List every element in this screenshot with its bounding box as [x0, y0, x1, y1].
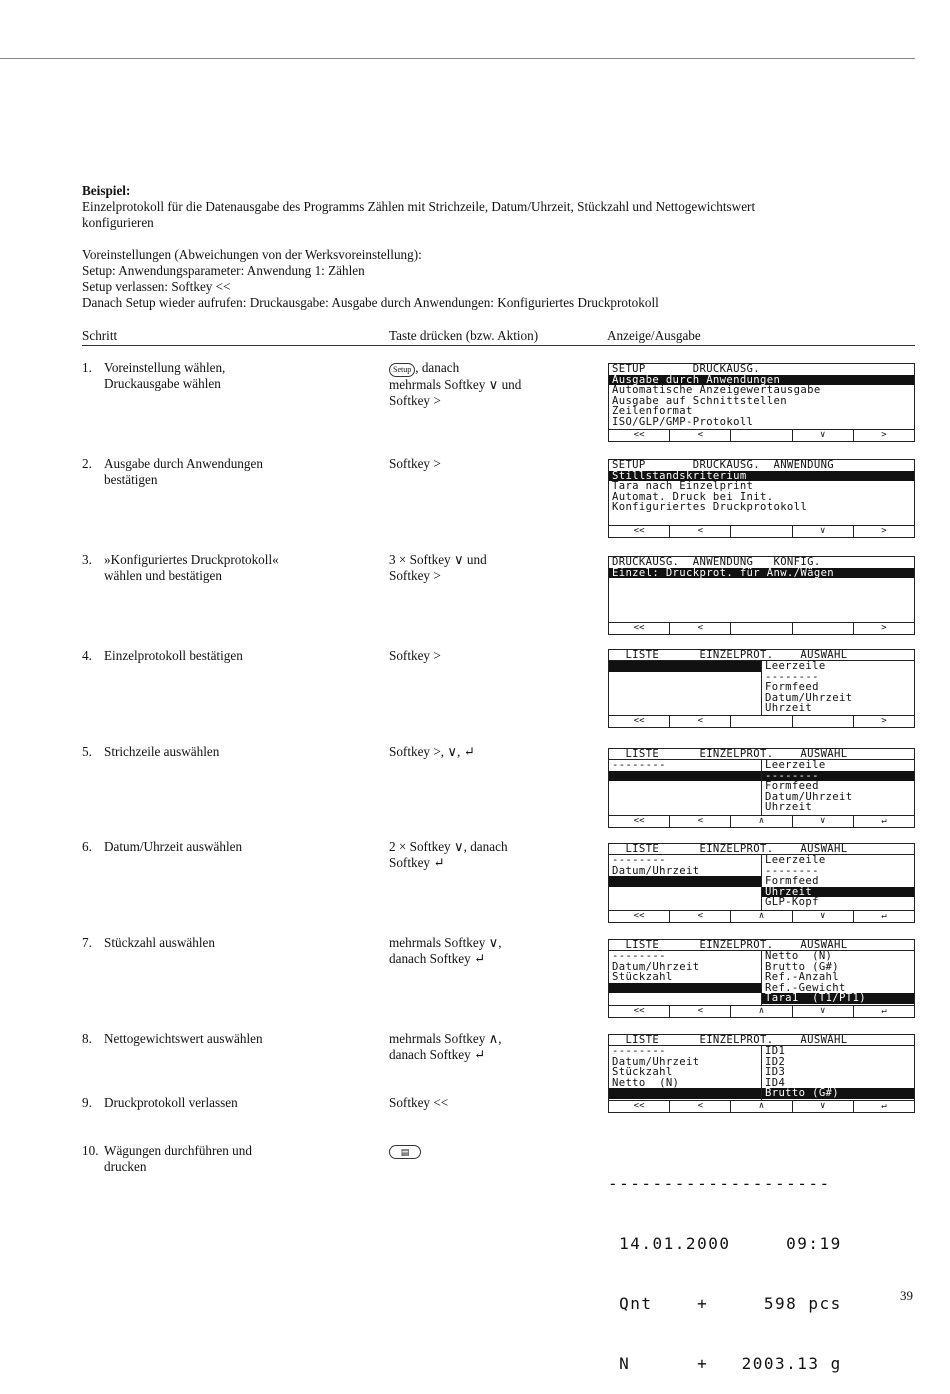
display-header: LISTE EINZELPROT. AUSWAHL	[609, 940, 914, 951]
softkey-bar	[609, 1005, 914, 1017]
display-line: ISO/GLP/GMP-Protokoll	[612, 415, 754, 428]
display-line: Datum/Uhrzeit	[612, 864, 700, 877]
header-step: Schritt	[82, 328, 118, 343]
softkey: <<	[609, 716, 670, 727]
step-key: Softkey >, ∨, ↵	[389, 744, 475, 759]
softkey-bar	[609, 815, 914, 827]
display-line: Leerzeile	[765, 854, 826, 866]
step-description: Ausgabe durch Anwendungen bestätigen	[104, 456, 263, 487]
header-key: Taste drücken (bzw. Aktion)	[389, 328, 539, 343]
step-description: Voreinstellung wählen, Druckausgabe wählen	[104, 360, 226, 391]
step-key: Softkey >	[389, 648, 441, 663]
display-line-selected	[609, 983, 761, 994]
display-4	[608, 649, 915, 728]
softkey: >	[881, 526, 887, 536]
softkey: ↵	[881, 1006, 887, 1016]
step-key: mehrmals Softkey ∧, danach Softkey ↵	[389, 1031, 502, 1062]
printout-line: 14.01.2000 09:19	[608, 1234, 842, 1253]
display-line: --------	[765, 864, 819, 877]
list-pane	[609, 855, 762, 911]
display-line: Netto (N)	[612, 1076, 680, 1089]
intro-heading: Beispiel:	[82, 183, 131, 198]
step-number: 3.	[82, 552, 92, 567]
display-line: Uhrzeit	[765, 702, 813, 715]
softkey	[793, 716, 854, 727]
printout-rule: --------------------	[608, 1174, 831, 1193]
intro-line: Einzelprotokoll für die Datenausgabe des Programms Zählen mit Strichzeile, Datum/Uhrzeit, Stückzahl und Nettogewichtswert	[82, 199, 756, 214]
softkey-bar	[609, 1100, 914, 1112]
display-line-selected: Brutto (G#)	[762, 1088, 914, 1099]
softkey: >	[881, 430, 887, 440]
printout	[608, 1134, 842, 1394]
softkey-bar	[609, 910, 914, 922]
display-line: SETUP DRUCKAUSG.	[612, 363, 761, 375]
display-line: Stückzahl	[612, 1066, 673, 1079]
display-line-selected: --------	[762, 771, 914, 782]
display-line: Ausgabe auf Schnittstellen	[612, 394, 787, 407]
display-line: Datum/Uhrzeit	[612, 960, 700, 973]
step-description: Datum/Uhrzeit auswählen	[104, 839, 243, 854]
top-rule	[0, 58, 915, 59]
intro-line: konfigurieren	[82, 215, 154, 230]
display-header: LISTE EINZELPROT. AUSWAHL	[609, 749, 914, 760]
softkey-bar	[609, 622, 914, 634]
softkey: <<	[609, 526, 670, 537]
softkey: <<	[609, 1006, 670, 1017]
step-number: 7.	[82, 935, 92, 950]
softkey: ∨	[793, 430, 854, 441]
display-header: LISTE EINZELPROT. AUSWAHL	[609, 844, 914, 855]
printout-line: N + 2003.13 g	[608, 1354, 842, 1373]
setup-key-icon: Setup	[389, 363, 415, 377]
list-pane	[609, 661, 762, 716]
display-line: Ref.-Gewicht	[765, 981, 846, 994]
step-key: 3 × Softkey ∨ und Softkey >	[389, 552, 487, 583]
display-line: --------	[612, 950, 666, 962]
display-line: ID3	[765, 1066, 786, 1079]
softkey: <<	[609, 1101, 670, 1112]
display-line: Zeilenformat	[612, 405, 693, 418]
softkey	[731, 623, 792, 634]
choice-pane	[762, 1046, 914, 1101]
step-number: 6.	[82, 839, 92, 854]
step-number: 1.	[82, 360, 92, 375]
display-line: Datum/Uhrzeit	[765, 790, 853, 803]
header-display: Anzeige/Ausgabe	[607, 328, 701, 343]
step-number: 4.	[82, 648, 92, 663]
step-description: »Konfiguriertes Druckprotokoll« wählen und bestätigen	[104, 552, 279, 583]
choice-pane	[762, 661, 914, 716]
softkey: ∧	[731, 816, 792, 827]
step-description: Nettogewichtswert auswählen	[104, 1031, 263, 1046]
softkey-bar	[609, 525, 914, 537]
intro-line: Setup: Anwendungsparameter: Anwendung 1: Zählen	[82, 263, 365, 278]
display-header: LISTE EINZELPROT. AUSWAHL	[609, 1035, 914, 1046]
display-line: Automatische Anzeigewertausgabe	[612, 384, 821, 397]
softkey: <	[670, 816, 731, 827]
softkey: ∨	[793, 1006, 854, 1017]
step-description: Wägungen durchführen und drucken	[104, 1143, 252, 1174]
step-description: Stückzahl auswählen	[104, 935, 215, 950]
softkey: <<	[609, 623, 670, 634]
header-rule	[82, 345, 915, 346]
softkey: <	[670, 430, 731, 441]
display-line: Datum/Uhrzeit	[765, 691, 853, 704]
softkey-bar	[609, 429, 914, 441]
display-2	[608, 459, 915, 538]
step-description: Strichzeile auswählen	[104, 744, 220, 759]
printout-line: Qnt + 598 pcs	[608, 1294, 842, 1313]
softkey	[731, 526, 792, 537]
softkey: ∨	[793, 526, 854, 537]
intro-line: Setup verlassen: Softkey <<	[82, 279, 231, 294]
display-line: Brutto (G#)	[765, 960, 840, 973]
intro-line: Voreinstellungen (Abweichungen von der Werksvoreinstellung):	[82, 247, 422, 262]
step-number: 8.	[82, 1031, 92, 1046]
step-key: mehrmals Softkey ∨, danach Softkey ↵	[389, 935, 502, 966]
list-pane	[609, 1046, 762, 1101]
step-number: 5.	[82, 744, 92, 759]
display-header: LISTE EINZELPROT. AUSWAHL	[609, 650, 914, 661]
list-pane	[609, 951, 762, 1006]
choice-pane	[762, 951, 914, 1006]
display-line: Formfeed	[765, 875, 819, 888]
display-line-selected	[609, 661, 761, 672]
softkey: <	[670, 1101, 731, 1112]
display-line: --------	[612, 1045, 666, 1057]
display-line: ID4	[765, 1076, 786, 1089]
softkey: ∨	[793, 1101, 854, 1112]
softkey: ∧	[731, 911, 792, 922]
softkey: >	[881, 716, 887, 726]
choice-pane	[762, 855, 914, 911]
step-key: Softkey >	[389, 456, 441, 471]
softkey: <	[670, 1006, 731, 1017]
display-line: Formfeed	[765, 780, 819, 793]
display-line: Datum/Uhrzeit	[612, 1055, 700, 1068]
step-number: 2.	[82, 456, 92, 471]
softkey: <	[670, 623, 731, 634]
display-line: Uhrzeit	[765, 801, 813, 814]
choice-pane	[762, 760, 914, 816]
softkey: ↵	[881, 911, 887, 921]
step-key: 2 × Softkey ∨, danach Softkey ↵	[389, 839, 508, 870]
step-number: 9.	[82, 1095, 92, 1110]
softkey: ∨	[793, 816, 854, 827]
display-line: DRUCKAUSG. ANWENDUNG KONFIG.	[612, 556, 821, 568]
softkey: <	[670, 526, 731, 537]
step-description: Einzelprotokoll bestätigen	[104, 648, 243, 663]
display-1	[608, 363, 915, 442]
display-line: --------	[612, 759, 666, 771]
softkey: <<	[609, 911, 670, 922]
step-key: Softkey <<	[389, 1095, 449, 1110]
softkey: >	[881, 623, 887, 633]
display-line-selected	[609, 876, 761, 887]
display-line-selected	[609, 771, 761, 782]
step-key: Setup , danach mehrmals Softkey ∨ und Softkey >	[389, 360, 522, 408]
display-line: Automat. Druck bei Init.	[612, 490, 774, 503]
display-8	[608, 1034, 915, 1113]
display-line-selected: Uhrzeit	[762, 887, 914, 898]
softkey	[731, 430, 792, 441]
display-6	[608, 843, 915, 923]
intro-line: Danach Setup wieder aufrufen: Druckausgabe: Ausgabe durch Anwendungen: Konfiguriertes Druckprotokoll	[82, 295, 659, 310]
display-line: Tara nach Einzelprint	[612, 480, 754, 493]
display-5	[608, 748, 915, 828]
display-line: Konfiguriertes Druckprotokoll	[612, 501, 808, 514]
display-line-selected: Stillstandskriterium	[609, 471, 914, 482]
softkey: ∨	[793, 911, 854, 922]
display-line: SETUP DRUCKAUSG. ANWENDUNG	[612, 459, 835, 471]
softkey: <<	[609, 430, 670, 441]
display-line: Netto (N)	[765, 950, 833, 962]
softkey	[731, 716, 792, 727]
softkey: ∧	[731, 1006, 792, 1017]
display-line-selected: Tara1 (T1/PT1)	[762, 993, 914, 1004]
step-description: Druckprotokoll verlassen	[104, 1095, 238, 1110]
softkey: ∧	[731, 1101, 792, 1112]
display-line-selected: Einzel: Druckprot. für Anw./Wägen	[609, 568, 914, 579]
print-key-icon: ▤	[389, 1145, 421, 1159]
softkey	[793, 623, 854, 634]
softkey: ↵	[881, 816, 887, 826]
display-line: Leerzeile	[765, 660, 826, 672]
softkey-bar	[609, 715, 914, 727]
list-pane	[609, 760, 762, 816]
softkey: ↵	[881, 1101, 887, 1111]
step-key	[389, 1143, 599, 1159]
display-3	[608, 556, 915, 635]
display-line: Leerzeile	[765, 759, 826, 771]
page-number: 39	[900, 1288, 913, 1303]
display-line: Ref.-Anzahl	[765, 971, 840, 984]
display-line: --------	[612, 854, 666, 866]
display-line: Stückzahl	[612, 971, 673, 984]
display-line: Formfeed	[765, 681, 819, 694]
display-line-selected	[609, 1088, 761, 1099]
display-line: --------	[765, 670, 819, 683]
softkey: <<	[609, 816, 670, 827]
intro-block	[82, 183, 912, 311]
softkey: <	[670, 716, 731, 727]
step-number: 10.	[82, 1143, 99, 1158]
display-line: ID1	[765, 1045, 786, 1057]
softkey: <	[670, 911, 731, 922]
display-line: GLP-Kopf	[765, 896, 819, 909]
display-line-selected: Ausgabe durch Anwendungen	[609, 375, 914, 386]
display-7	[608, 939, 915, 1018]
display-line: ID2	[765, 1055, 786, 1068]
